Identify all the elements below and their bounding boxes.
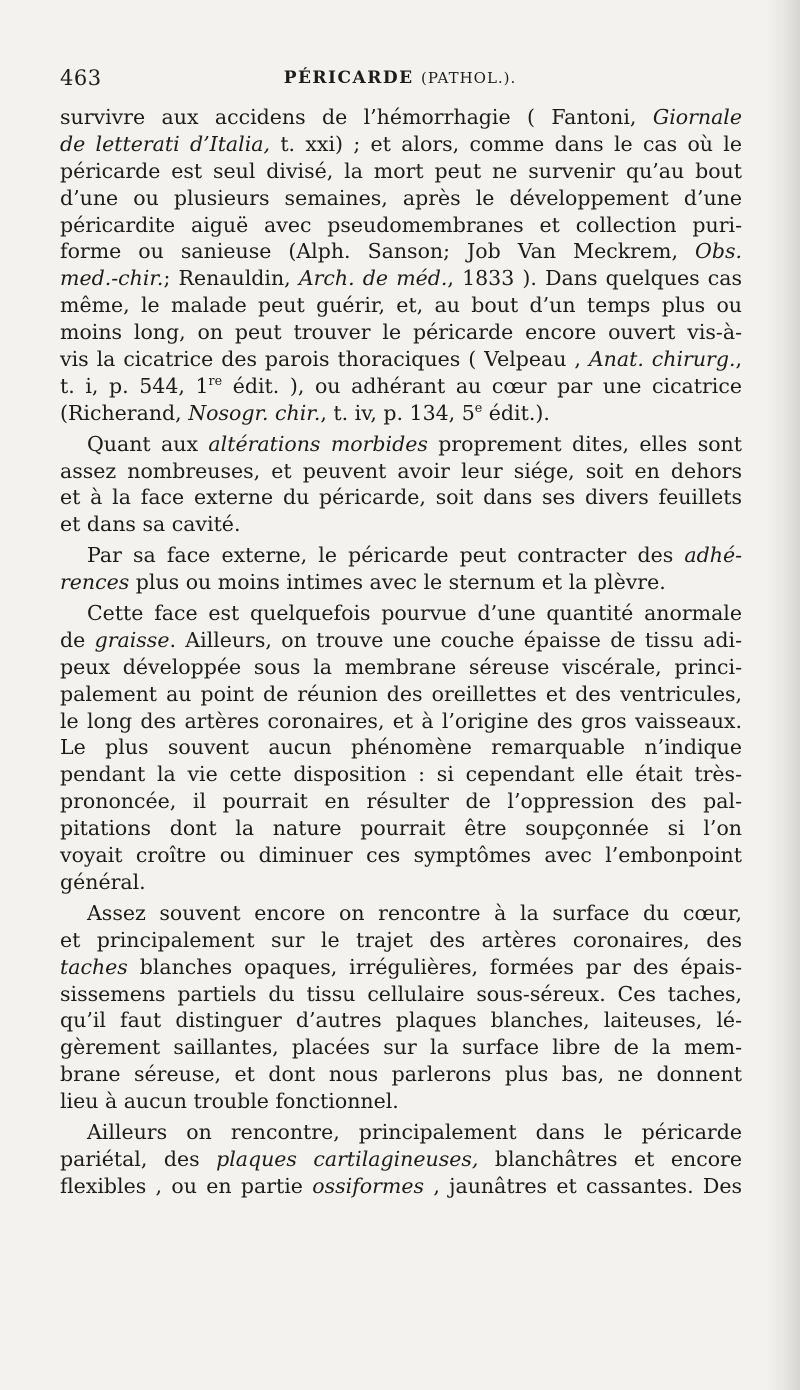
text-run: moins long, on peut trouver le péricarde encore ouvert vis-à- <box>60 320 742 345</box>
text-run: . Ailleurs, on trouve une couche épaisse de tissu adi- <box>169 627 742 652</box>
text-run: forme ou sanieuse (Alph. Sanson; Job Van Meckrem, <box>60 239 696 264</box>
text-run: pariétal, des <box>60 1146 217 1171</box>
text-run: péricardite aiguë avec pseudomembranes et collection puri- <box>60 212 742 237</box>
text-run: assez nombreuses, et peuvent avoir leur siége, soit en dehors <box>60 458 742 483</box>
text-run: gèrement saillantes, placées sur la surface libre de la mem- <box>60 1035 742 1060</box>
paragraph <box>60 600 742 896</box>
text-run: Assez souvent encore on rencontre à la surface du cœur, <box>87 900 742 925</box>
text-run: et principalement sur le trajet des artères coronaires, des <box>60 927 742 952</box>
text-line <box>60 238 742 265</box>
text-line <box>60 431 742 458</box>
italic-text: Anat. chirurg. <box>588 347 736 372</box>
paragraph <box>60 900 742 1115</box>
text-line <box>60 869 742 896</box>
text-run: , 1833 ). Dans quelques cas <box>447 266 742 291</box>
text-line <box>60 158 742 185</box>
text-line <box>60 600 742 627</box>
text-run: qu’il faut distinguer d’autres plaques blanches, laiteuses, lé- <box>60 1008 742 1033</box>
text-line <box>60 400 742 427</box>
text-line <box>60 1034 742 1061</box>
running-title-main: PÉRICARDE <box>283 68 414 88</box>
text-run: Par sa face externe, le péricarde peut contracter des <box>87 543 685 568</box>
text-run: palement au point de réunion des oreillettes et des ventricules, <box>60 681 742 706</box>
text-run: d’une ou plusieurs semaines, après le développement d’une <box>60 185 742 210</box>
paragraph <box>60 431 742 539</box>
text-line <box>60 1173 742 1200</box>
text-line <box>60 627 742 654</box>
text-run: lieu à aucun trouble fonctionnel. <box>60 1089 399 1114</box>
text-run: pendant la vie cette disposition : si cependant elle était très- <box>60 762 742 787</box>
text-run: peux développée sous la membrane séreuse viscérale, princi- <box>60 654 742 679</box>
text-line <box>60 788 742 815</box>
text-line <box>60 1061 742 1088</box>
text-line <box>60 927 742 954</box>
text-run: Quant aux <box>87 431 209 456</box>
text-line <box>60 185 742 212</box>
text-run: blanchâtres et encore <box>478 1146 742 1171</box>
superscript-text: e <box>474 399 483 415</box>
italic-text: ossiformes <box>312 1173 425 1198</box>
text-run: t. xxi) ; et alors, comme dans le cas où le <box>270 131 742 156</box>
superscript-text: re <box>208 373 223 389</box>
text-run: , <box>735 347 743 372</box>
italic-text: Giornale <box>652 105 742 129</box>
italic-text: Nosogr. chir. <box>188 400 321 425</box>
italic-text: adhé- <box>684 543 742 568</box>
text-line <box>60 1119 742 1146</box>
text-run: prononcée, il pourrait en résulter de l’oppression des pal- <box>60 789 742 814</box>
text-run: proprement dites, elles sont <box>427 431 742 456</box>
text-line <box>60 654 742 681</box>
text-line <box>60 569 742 596</box>
running-title <box>60 68 740 88</box>
text-run: édit.). <box>482 400 550 425</box>
italic-text: Obs. <box>695 239 742 264</box>
text-run: sissemens partiels du tissu cellulaire sous-séreux. Ces taches, <box>60 981 742 1006</box>
text-line <box>60 212 742 239</box>
italic-text: rences <box>60 570 130 595</box>
text-line <box>60 292 742 319</box>
text-line <box>60 815 742 842</box>
text-run: blanches opaques, irrégulières, formées par des épais- <box>127 954 742 979</box>
page-number: 463 <box>60 66 102 90</box>
text-line <box>60 373 742 400</box>
running-title-note: (PATHOL.). <box>420 69 517 87</box>
italic-text: Arch. de méd. <box>298 266 448 291</box>
text-run: Ailleurs on rencontre, principalement dans le péricarde <box>87 1119 742 1144</box>
text-line <box>60 265 742 292</box>
text-line <box>60 681 742 708</box>
text-line <box>60 542 742 569</box>
text-run: , t. iv, p. 134, 5 <box>320 400 475 425</box>
text-line <box>60 458 742 485</box>
text-run: survivre aux accidens de l’hémorrhagie ( Fantoni, <box>60 105 653 129</box>
italic-text: altérations morbides <box>208 431 428 456</box>
text-line <box>60 1007 742 1034</box>
text-run: voyait croître ou diminuer ces symptômes avec l’embonpoint <box>60 843 742 868</box>
italic-text: taches <box>60 954 128 979</box>
text-line <box>60 484 742 511</box>
page-header <box>60 66 740 100</box>
text-run: flexibles , ou en partie <box>60 1173 313 1198</box>
paragraph <box>60 104 742 427</box>
text-line <box>60 842 742 869</box>
text-run: Cette face est quelquefois pourvue d’une quantité anormale <box>87 601 742 626</box>
text-run: et à la face externe du péricarde, soit dans ses divers feuillets <box>60 485 742 510</box>
text-line <box>60 954 742 981</box>
text-run: Le plus souvent aucun phénomène remarquable n’indique <box>60 735 742 760</box>
text-run: vis la cicatrice des parois thoraciques ( Velpeau , <box>60 347 589 372</box>
text-line <box>60 761 742 788</box>
text-line <box>60 511 742 538</box>
text-line <box>60 319 742 346</box>
text-line <box>60 734 742 761</box>
italic-text: med.-chir. <box>60 266 164 291</box>
text-line <box>60 900 742 927</box>
paragraph <box>60 1119 742 1200</box>
text-line <box>60 981 742 1008</box>
text-run: t. i, p. 544, 1 <box>60 373 209 398</box>
text-run: et dans sa cavité. <box>60 512 241 537</box>
italic-text: plaques cartilagineuses, <box>216 1146 479 1171</box>
text-line <box>60 708 742 735</box>
text-run: le long des artères coronaires, et à l’origine des gros vaisseaux. <box>60 708 742 733</box>
page-gutter-shadow <box>766 0 800 1390</box>
text-run: pitations dont la nature pourrait être soupçonnée si l’on <box>60 816 742 841</box>
text-line <box>60 346 742 373</box>
text-run: brane séreuse, et dont nous parlerons plus bas, ne donnent <box>60 1062 742 1087</box>
text-run: péricarde est seul divisé, la mort peut ne survenir qu’au bout <box>60 158 742 183</box>
text-run: , jaunâtres et cassantes. Des <box>424 1173 742 1198</box>
text-run: même, le malade peut guérir, et, au bout d’un temps plus ou <box>60 293 742 318</box>
text-line <box>60 131 742 158</box>
body-text <box>60 104 742 1200</box>
text-run: édit. ), ou adhérant au cœur par une cicatrice <box>222 373 742 398</box>
italic-text: de letterati d’Italia, <box>60 131 271 156</box>
text-line <box>60 104 742 131</box>
paragraph <box>60 542 742 596</box>
text-line <box>60 1146 742 1173</box>
text-run: plus ou moins intimes avec le sternum et la plèvre. <box>129 570 666 595</box>
text-run: général. <box>60 869 146 894</box>
text-line <box>60 1088 742 1115</box>
text-run: ; Renauldin, <box>163 266 299 291</box>
text-run: de <box>60 627 95 652</box>
text-run: (Richerand, <box>60 400 189 425</box>
italic-text: graisse <box>94 627 170 652</box>
